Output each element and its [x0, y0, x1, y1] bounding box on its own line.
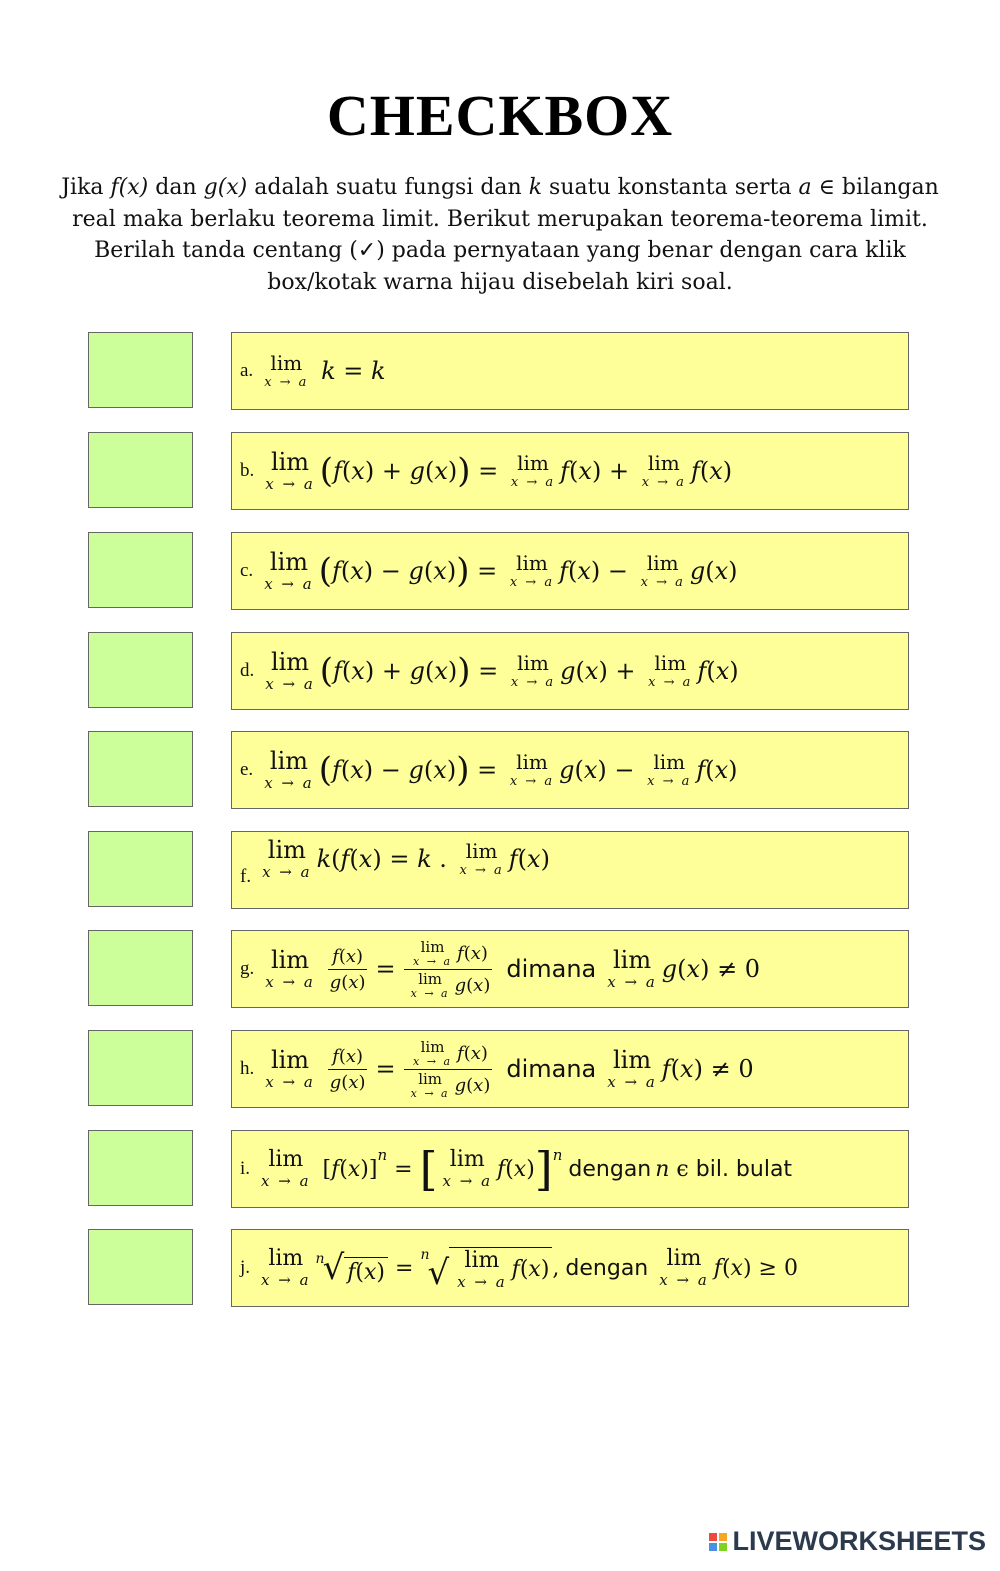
formula-j: lim x → a n √ f ( x ) = n √ lim x → a f ( x ) , dengan lim x → a f ( x ) ≥ 0	[261, 1246, 798, 1293]
liveworksheets-logo-icon	[709, 1533, 727, 1551]
statement-c: c. lim x → a ( f ( x ) − g ( x ) ) = lim x → a f ( x ) − lim x → a g ( x )	[231, 532, 909, 610]
formula-h: lim x → a f ( x ) g ( x ) = lim x → a f ( x ) lim x → a g ( x ) dimana lim x → a f ( x ) ≠ 0	[265, 1037, 754, 1100]
checkbox-g[interactable]	[88, 930, 193, 1006]
formula-b: lim x → a ( f ( x ) + g ( x ) ) = lim x → a f ( x ) + lim x → a f ( x )	[265, 448, 733, 493]
statement-h: h. lim x → a f ( x ) g ( x ) = lim x → a f ( x ) lim x → a g ( x ) dimana lim x → a f ( x ) ≠ 0	[231, 1030, 909, 1108]
question-row-i	[0, 1130, 1000, 1210]
formula-c: lim x → a ( f ( x ) − g ( x ) ) = lim x → a f ( x ) − lim x → a g ( x )	[264, 548, 738, 593]
checkbox-j[interactable]	[88, 1229, 193, 1305]
checkbox-i[interactable]	[88, 1130, 193, 1206]
question-row-g	[0, 930, 1000, 1010]
question-row-d	[0, 632, 1000, 712]
formula-g: lim x → a f ( x ) g ( x ) = lim x → a f ( x ) lim x → a g ( x ) dimana lim x → a g ( x ) ≠ 0	[265, 937, 761, 1000]
question-row-a	[0, 332, 1000, 412]
checkbox-c[interactable]	[88, 532, 193, 608]
statement-i: i. lim x → a [ f ( x )] n = [ lim x → a f ( x ) ] n dengan n ϵ bil. bulat	[231, 1130, 909, 1208]
formula-f: lim x → a k ( f ( x ) = k . lim x → a f ( x )	[262, 836, 550, 881]
instructions: Jika f(x) dan g(x) adalah suatu fungsi dan k suatu konstanta serta a ∈ bilangan real maka berlaku teorema limit. Berikut merupakan teorema-teorema limit. Berilah tanda centang (✓) pada pernyataan yang benar dengan cara klik box/kotak warna hijau disebelah kiri soal.	[61, 175, 939, 295]
checkbox-a[interactable]	[88, 332, 193, 408]
checkbox-d[interactable]	[88, 632, 193, 708]
liveworksheets-logo: LIVEWORKSHEETS	[709, 1526, 986, 1557]
formula-e: lim x → a ( f ( x ) − g ( x ) ) = lim x → a g ( x ) − lim x → a f ( x )	[264, 747, 738, 792]
question-row-e	[0, 731, 1000, 811]
checkbox-b[interactable]	[88, 432, 193, 508]
statement-e: e. lim x → a ( f ( x ) − g ( x ) ) = lim x → a g ( x ) − lim x → a f ( x )	[231, 731, 909, 809]
question-row-c	[0, 532, 1000, 612]
statement-a: a. lim x → a k = k	[231, 332, 909, 410]
statement-g: g. lim x → a f ( x ) g ( x ) = lim x → a f ( x ) lim x → a g ( x ) dimana lim x → a g ( x ) ≠ 0	[231, 930, 909, 1008]
checkbox-e[interactable]	[88, 731, 193, 807]
page-title: CHECKBOX	[326, 83, 674, 148]
checkbox-f[interactable]	[88, 831, 193, 907]
statement-d: d. lim x → a ( f ( x ) + g ( x ) ) = lim x → a g ( x ) + lim x → a f ( x )	[231, 632, 909, 710]
formula-a: lim x → a k = k	[264, 351, 386, 390]
statement-j: j. lim x → a n √ f ( x ) = n √ lim x → a f ( x ) , dengan lim x → a f ( x ) ≥ 0	[231, 1229, 909, 1307]
formula-d: lim x → a ( f ( x ) + g ( x ) ) = lim x → a g ( x ) + lim x → a f ( x )	[265, 648, 739, 693]
statement-b: b. lim x → a ( f ( x ) + g ( x ) ) = lim x → a f ( x ) + lim x → a f ( x )	[231, 432, 909, 510]
question-row-h	[0, 1030, 1000, 1110]
question-row-j	[0, 1229, 1000, 1309]
question-row-b	[0, 432, 1000, 512]
checkbox-h[interactable]	[88, 1030, 193, 1106]
formula-i: lim x → a [ f ( x )] n = [ lim x → a f ( x ) ] n dengan n ϵ bil. bulat	[261, 1142, 793, 1196]
statement-f: f. lim x → a k ( f ( x ) = k . lim x → a f ( x )	[231, 831, 909, 909]
question-row-f	[0, 831, 1000, 911]
